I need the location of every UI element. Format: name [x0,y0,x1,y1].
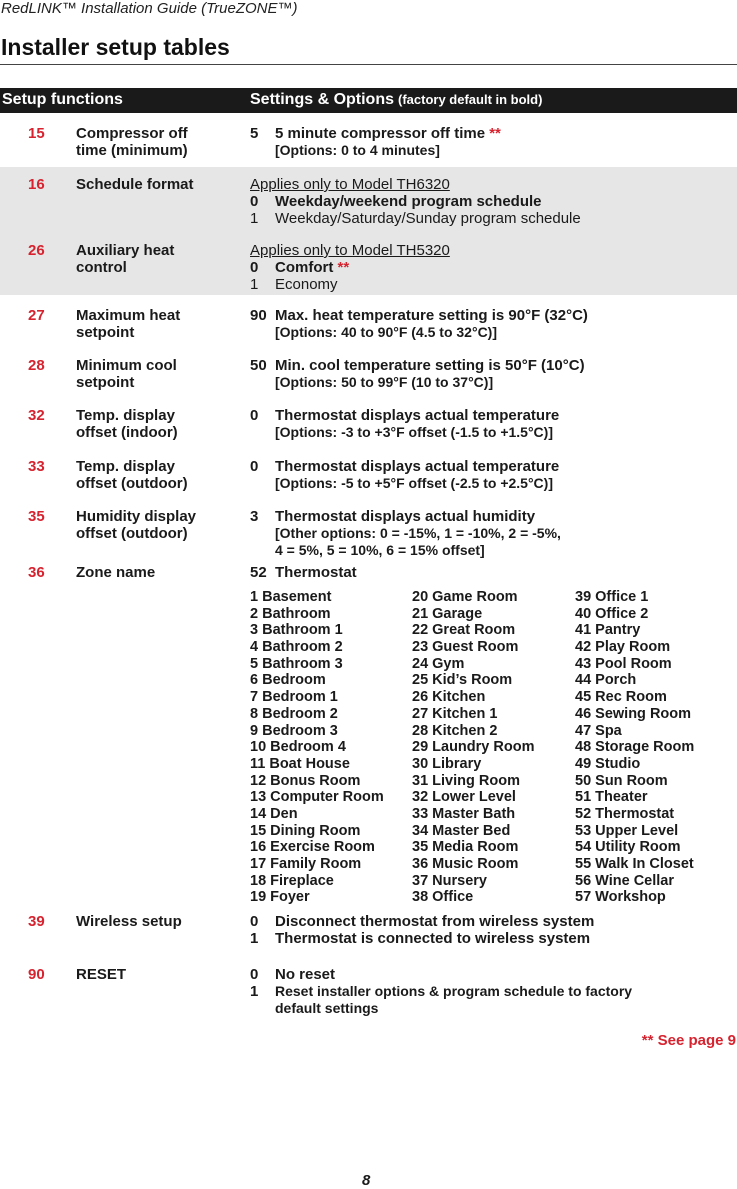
setting-options [250,458,737,492]
zone-name-item: 40 Office 2 [575,605,649,622]
zone-name-item: 28 Kitchen 2 [412,722,498,739]
option-code: 90 [250,307,267,324]
option-text: Comfort [275,259,334,276]
option-line [250,966,737,983]
option-line [250,542,737,559]
setting-options [250,913,737,947]
option-text: [Options: 0 to 4 minutes] [275,142,440,158]
option-line [250,142,737,159]
zone-name-item: 47 Spa [575,722,622,739]
function-name-line: setpoint [76,374,135,391]
option-line [250,475,737,492]
zone-name-item: 25 Kid’s Room [412,672,513,689]
option-text: No reset [275,966,336,983]
zone-name-item: 49 Studio [575,755,641,772]
function-name-line: setpoint [76,324,135,341]
option-line [250,930,737,947]
function-name-line: RESET [76,966,127,983]
function-name-line: Compressor off [76,125,188,142]
option-code: 0 [250,259,259,276]
function-name-line: Zone name [76,564,156,581]
zone-name-item: 35 Media Room [412,839,519,856]
function-number: 26 [28,242,45,259]
function-name-line: offset (outdoor) [76,525,188,542]
function-name [76,307,246,341]
zone-name-item: 44 Porch [575,672,637,689]
option-code: 0 [250,193,259,210]
option-code: 0 [250,966,259,983]
option-text: [Options: 40 to 90°F (4.5 to 32°C)] [275,324,497,340]
function-name [76,458,246,492]
option-code: 52 [250,564,267,581]
running-head: RedLINK™ Installation Guide (TrueZONE™) [1,0,298,17]
header-settings-label: Settings & Options [250,91,394,108]
zone-name-item: 11 Boat House [250,755,350,772]
function-name-line: Maximum heat [76,307,181,324]
setting-options [250,307,737,341]
function-number: 35 [28,508,45,525]
zone-name-item: 24 Gym [412,655,465,672]
function-name-line: time (minimum) [76,142,188,159]
option-line [250,458,737,475]
zone-name-item: 22 Great Room [412,622,516,639]
zone-name-item: 31 Living Room [412,772,520,789]
function-name [76,564,246,581]
option-text: Max. heat temperature setting is 90°F (32°C) [275,307,588,324]
function-number: 15 [28,125,45,142]
option-code: 1 [250,930,259,947]
option-code: 5 [250,125,259,142]
option-line [250,276,737,293]
setting-options [250,125,737,159]
function-name-line: offset (outdoor) [76,475,188,492]
zone-name-item: 34 Master Bed [412,822,511,839]
zone-name-item: 29 Laundry Room [412,739,535,756]
table-header [0,88,737,113]
zone-name-item: 33 Master Bath [412,805,516,822]
function-number: 32 [28,407,45,424]
zone-name-item: 3 Bathroom 1 [250,622,343,639]
option-text: Min. cool temperature setting is 50°F (10°C) [275,357,585,374]
zone-name-item: 30 Library [412,755,482,772]
zone-name-item: 18 Fireplace [250,872,334,889]
function-name [76,125,246,159]
zone-name-item: 7 Bedroom 1 [250,689,338,706]
setting-options [250,564,737,581]
setting-options [250,966,737,1017]
zone-name-item: 37 Nursery [412,872,487,889]
zone-name-item: 43 Pool Room [575,655,672,672]
zone-name-item: 38 Office [412,889,474,906]
zone-name-item: 17 Family Room [250,856,362,872]
option-code: 0 [250,407,259,424]
zone-name-item: 55 Walk In Closet [575,856,694,872]
zone-name-item: 12 Bonus Room [250,772,361,789]
zone-name-item: 39 Office 1 [575,589,649,605]
option-line [250,913,737,930]
option-code: 1 [250,983,259,1000]
zone-name-item: 48 Storage Room [575,739,695,756]
footnote-marker: ** [337,259,350,276]
zone-name-item: 20 Game Room [412,589,518,605]
option-text: default settings [275,1000,379,1016]
option-code: 3 [250,508,259,525]
option-line [250,374,737,391]
footnote: ** See page 9 [641,1032,736,1049]
zone-name-item: 46 Sewing Room [575,705,692,722]
function-name [76,242,246,276]
function-number: 90 [28,966,45,983]
option-text: Thermostat displays actual temperature [275,458,560,475]
option-line [250,259,737,276]
option-text: Reset installer options & program schedule to factory [275,983,633,999]
zone-name-item: 50 Sun Room [575,772,668,789]
zone-name-item: 57 Workshop [575,889,666,906]
option-text: 4 = 5%, 5 = 10%, 6 = 15% offset] [275,542,485,558]
zone-column-2 [412,589,534,906]
title-rule [0,64,737,65]
option-code: 1 [250,276,259,293]
setting-options [250,357,737,391]
function-name [76,407,246,441]
option-text: Thermostat [275,564,357,581]
zone-column-1 [250,589,384,906]
zone-name-item: 56 Wine Cellar [575,872,674,889]
footnote-marker: ** [489,125,501,142]
option-line [250,125,737,142]
setting-options [250,508,737,559]
applies-note: Applies only to Model TH5320 [250,242,450,259]
function-number: 39 [28,913,45,930]
function-name-line: Wireless setup [76,913,182,930]
function-name [76,508,246,542]
zone-name-item: 14 Den [250,805,298,822]
zone-name-item: 41 Pantry [575,622,641,639]
zone-name-item: 1 Basement [250,589,332,605]
option-line [250,307,737,324]
function-name-line: offset (indoor) [76,424,178,441]
option-line [250,983,737,1000]
page-number: 8 [362,1172,371,1189]
zone-name-item: 42 Play Room [575,639,671,656]
option-line [250,407,737,424]
option-code: 0 [250,458,259,475]
function-number: 27 [28,307,45,324]
option-line [250,424,737,441]
applies-note: Applies only to Model TH6320 [250,176,450,193]
option-text: Thermostat displays actual humidity [275,508,536,525]
zone-name-item: 5 Bathroom 3 [250,655,343,672]
option-text: 5 minute compressor off time [275,125,486,142]
option-text: [Options: 50 to 99°F (10 to 37°C)] [275,374,494,390]
function-name-line: Minimum cool [76,357,177,374]
header-settings-note: (factory default in bold) [398,92,543,107]
zone-name-item: 32 Lower Level [412,789,516,806]
option-line [250,193,737,210]
function-name-line: Humidity display [76,508,197,525]
function-name [76,966,246,983]
option-text: Weekday/Saturday/Sunday program schedule [275,210,581,227]
option-line [250,508,737,525]
option-text: Weekday/weekend program schedule [275,193,542,210]
zone-name-item: 10 Bedroom 4 [250,739,346,756]
zone-name-item: 21 Garage [412,605,483,622]
function-number: 16 [28,176,45,193]
zone-name-item: 23 Guest Room [412,639,519,656]
zone-name-item: 8 Bedroom 2 [250,705,338,722]
option-text: Thermostat displays actual temperature [275,407,560,424]
option-text: [Other options: 0 = -15%, 1 = -10%, 2 = -5%, [275,525,561,541]
zone-name-item: 15 Dining Room [250,822,361,839]
option-code: 0 [250,913,259,930]
option-text: Economy [275,276,338,293]
function-name [76,176,246,193]
option-code: 50 [250,357,267,374]
zone-name-item: 52 Thermostat [575,805,675,822]
zone-name-item: 51 Theater [575,789,648,806]
function-name [76,357,246,391]
function-name-line: Schedule format [76,176,194,193]
option-line [250,564,737,581]
zone-name-item: 54 Utility Room [575,839,681,856]
zone-name-item: 53 Upper Level [575,822,679,839]
zone-name-item: 9 Bedroom 3 [250,722,338,739]
function-name-line: control [76,259,127,276]
header-settings [250,91,542,109]
zone-name-item: 13 Computer Room [250,789,384,806]
zone-name-item: 6 Bedroom [250,672,326,689]
function-number: 36 [28,564,45,581]
zone-name-item: 4 Bathroom 2 [250,639,343,656]
zone-name-item: 26 Kitchen [412,689,486,706]
zone-name-item: 19 Foyer [250,889,310,906]
function-number: 28 [28,357,45,374]
page-title: Installer setup tables [1,34,230,60]
setting-options [250,407,737,441]
option-text: [Options: -5 to +5°F offset (-2.5 to +2.5°C)] [275,475,553,491]
option-text: Thermostat is connected to wireless system [275,930,591,947]
function-name-line: Temp. display [76,458,175,475]
option-code: 1 [250,210,259,227]
zone-name-item: 45 Rec Room [575,689,667,706]
zone-name-item: 16 Exercise Room [250,839,375,856]
header-setup-functions: Setup functions [2,91,123,108]
option-line [250,324,737,341]
zone-column-3 [575,589,694,906]
option-text: Disconnect thermostat from wireless system [275,913,595,930]
function-number: 33 [28,458,45,475]
setting-options [250,176,737,227]
option-text: [Options: -3 to +3°F offset (-1.5 to +1.5°C)] [275,424,553,440]
option-line [250,525,737,542]
zone-name-item: 27 Kitchen 1 [412,705,498,722]
function-name-line: Auxiliary heat [76,242,175,259]
setting-options [250,242,737,293]
zone-name-item: 36 Music Room [412,856,519,872]
function-name [76,913,246,930]
function-name-line: Temp. display [76,407,175,424]
zone-name-item: 2 Bathroom [250,605,331,622]
option-line [250,1000,737,1017]
option-line [250,357,737,374]
option-line [250,210,737,227]
